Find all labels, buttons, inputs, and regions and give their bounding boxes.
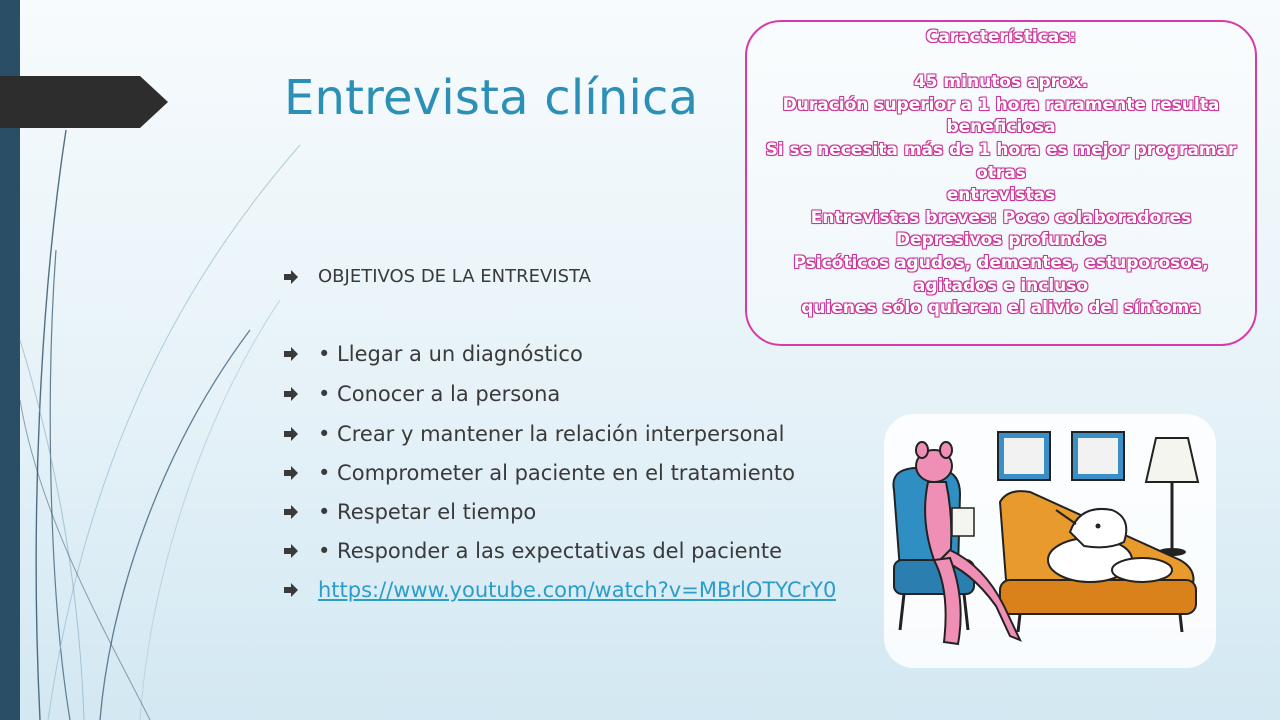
callout-line: Depresivos profundos — [895, 230, 1107, 251]
callout-line — [747, 49, 1255, 72]
arrow-bullet-icon — [284, 544, 298, 558]
arrow-bullet-icon — [284, 583, 298, 597]
list-item-text: • Responder a las expectativas del paciente — [318, 539, 783, 563]
callout-line: 45 minutos aprox. — [913, 72, 1089, 93]
arrow-bullet-icon — [284, 347, 298, 361]
therapy-cartoon-image — [880, 410, 1220, 672]
callout-text — [747, 26, 1255, 320]
list-item — [284, 422, 784, 446]
callout-line: agitados e incluso — [913, 275, 1089, 296]
arrow-bullet-icon — [284, 466, 298, 480]
arrow-bullet-icon — [284, 387, 298, 401]
callout-line: quienes sólo quieren el alivio del síntoma — [801, 298, 1201, 319]
callout-line: entrevistas — [946, 185, 1056, 206]
list-item — [284, 539, 782, 563]
callout-line: Entrevistas breves: Poco colaboradores — [810, 207, 1192, 228]
arrow-bullet-icon — [284, 505, 298, 519]
characteristics-callout — [745, 20, 1257, 346]
callout-line: Duración superior a 1 hora raramente resulta — [782, 94, 1220, 115]
list-item-text: OBJETIVOS DE LA ENTREVISTA — [318, 266, 591, 287]
callout-line: otras — [976, 162, 1026, 183]
list-item — [284, 461, 795, 485]
arrow-bullet-icon — [284, 270, 298, 284]
list-item — [284, 578, 836, 602]
callout-line: Si se necesita más de 1 hora es mejor programar — [765, 139, 1237, 160]
arrow-bullet-icon — [284, 427, 298, 441]
list-item-text: • Respetar el tiempo — [318, 500, 537, 524]
list-item — [284, 500, 536, 524]
list-item — [284, 266, 591, 287]
callout-line: beneficiosa — [946, 117, 1056, 138]
title-tab-shape — [0, 76, 168, 128]
list-item-text: • Comprometer al paciente en el tratamiento — [318, 461, 796, 485]
list-item — [284, 342, 583, 366]
list-item-text: • Crear y mantener la relación interpersonal — [318, 422, 785, 446]
list-item-text: • Llegar a un diagnóstico — [318, 342, 583, 366]
callout-line: Psicóticos agudos, dementes, estuporosos, — [793, 252, 1209, 273]
callout-line: Características: — [925, 27, 1077, 47]
list-item — [284, 382, 560, 406]
youtube-link[interactable]: https://www.youtube.com/watch?v=MBrlOTYCrY0 — [318, 578, 837, 602]
slide-title: Entrevista clínica — [284, 70, 699, 126]
list-item-text: • Conocer a la persona — [318, 382, 561, 406]
